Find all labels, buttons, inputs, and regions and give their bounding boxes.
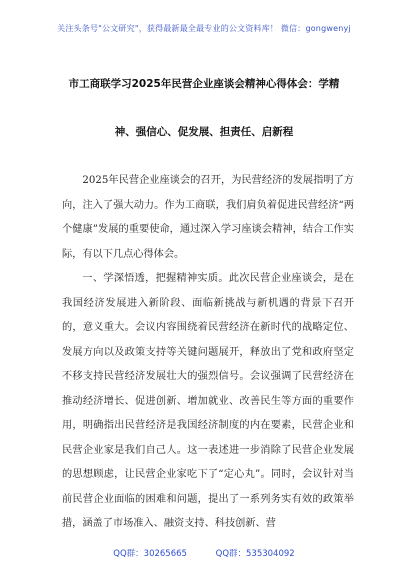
footer-qq-group-left: QQ群：30265665 bbox=[113, 549, 187, 559]
footer-banner bbox=[0, 547, 408, 559]
document-body bbox=[62, 169, 354, 537]
header-banner: 关注头条号"公文研究"，获得最新最全最专业的公文资料库！ 微信：gongwenyj bbox=[57, 24, 351, 33]
paragraph-intro: 2025年民营企业座谈会的召开，为民营经济的发展指明了方向，注入了强大动力。作为工商联，我们肩负着促进民营经济“两个健康”发展的重要使命，通过深入学习座谈会精神，结合工作实际，有以下几点心得体会。 bbox=[62, 175, 354, 260]
paragraph-section-one: 一、学深悟透，把握精神实质。此次民营企业座谈会，是在我国经济发展进入新阶段、面临新挑战与新机遇的背景下召开的，意义重大。会议内容围绕着民营经济在新时代的战略定位、发展方向以及政策支持等关键问题展开，释放出了党和政府坚定不移支持民营经济发展壮大的强烈信号。会议强调了民营经济在推动经济增长、促进创新、增加就业、改善民生等方面的重要作用，明确指出民营经济是我国经济制度的内在要素，民营企业和民营企业家是我们自己人。这一表述进一步消除了民营企业发展的思想顾虑，让民营企业家吃下了“定心丸”。同时，会议针对当前民营企业面临的困难和问题，提出了一系列务实有效的政策举措，涵盖了市场准入、融资支持、科技创新、营 bbox=[62, 273, 354, 529]
document-title-line-2: 神、强信心、促发展、担责任、启新程 bbox=[114, 126, 294, 138]
document-title-line-1: 市工商联学习2025年民营企业座谈会精神心得体会：学精 bbox=[68, 78, 340, 90]
footer-qq-group-right: QQ群：535304092 bbox=[215, 549, 295, 559]
